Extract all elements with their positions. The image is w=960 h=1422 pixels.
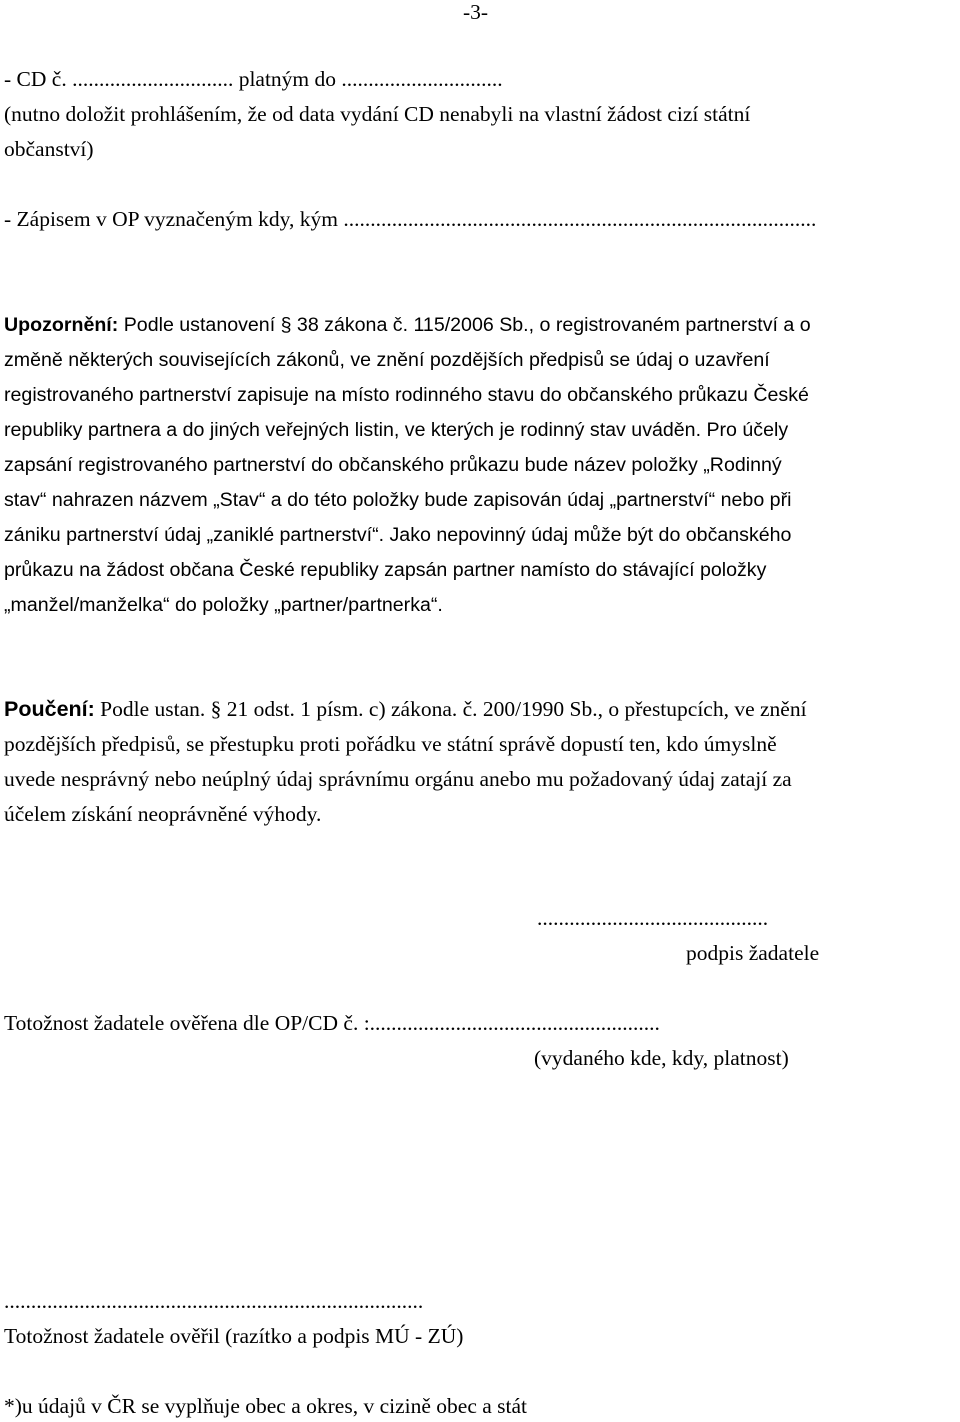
cd-note-line-1: (nutno doložit prohlášením, že od data vydání CD nenabyli na vlastní žádost cizí státní bbox=[4, 102, 751, 126]
signature-dots: ........................................... bbox=[537, 906, 769, 930]
warning-line-7: zániku partnerství údaj „zaniklé partnerství“. Jako nepovinný údaj může být do občanského bbox=[4, 524, 792, 546]
signature-label: podpis žadatele bbox=[686, 941, 820, 965]
warning-line-6: stav“ nahrazen názvem „Stav“ a do této položky bude zapisován údaj „partnerství“ nebo při bbox=[4, 489, 792, 511]
instruction-label: Poučení: bbox=[4, 697, 95, 721]
identity-line: Totožnost žadatele ověřena dle OP/CD č. :...................................................... bbox=[4, 1011, 660, 1035]
warning-text-1: Podle ustanovení § 38 zákona č. 115/2006 Sb., o registrovaném partnerství a o bbox=[118, 314, 811, 336]
warning-line-5: zapsání registrovaného partnerství do občanského průkazu bude název položky „Rodinný bbox=[4, 454, 782, 476]
warning-line-4: republiky partnera a do jiných veřejných listin, ve kterých je rodinný stav uváděn. Pro účely bbox=[4, 419, 789, 441]
warning-line-1 bbox=[4, 316, 956, 336]
instruction-text-1: Podle ustan. § 21 odst. 1 písm. c) zákona. č. 200/1990 Sb., o přestupcích, ve znění bbox=[94, 697, 807, 721]
verifier-dots: .............................................................................. bbox=[4, 1289, 424, 1313]
instruction-line-3: uvede nesprávný nebo neúplný údaj správnímu orgánu anebo mu požadovaný údaj zatají za bbox=[4, 767, 792, 791]
warning-line-8: průkazu na žádost občana České republiky zapsán partner namísto do stávající položky bbox=[4, 559, 767, 581]
op-line: - Zápisem v OP vyznačeným kdy, kým ........................................................................................ bbox=[4, 207, 817, 231]
cd-note-line-2: občanství) bbox=[4, 137, 94, 161]
footnote: *)u údajů v ČR se vyplňuje obec a okres, v cizině obec a stát bbox=[4, 1394, 528, 1418]
warning-line-9: „manžel/manželka“ do položky „partner/partnerka“. bbox=[4, 594, 443, 616]
warning-label: Upozornění: bbox=[4, 314, 119, 336]
warning-line-2: změně některých souvisejících zákonů, ve znění pozdějších předpisů se údaj o uzavření bbox=[4, 349, 770, 371]
instruction-line-2: pozdějších předpisů, se přestupku proti pořádku ve státní správě dopustí ten, kdo úmyslně bbox=[4, 732, 777, 756]
cd-line: - CD č. .............................. platným do .............................. bbox=[4, 67, 503, 91]
instruction-line-1 bbox=[4, 699, 807, 721]
verifier-label: Totožnost žadatele ověřil (razítko a podpis MÚ - ZÚ) bbox=[4, 1324, 464, 1348]
instruction-line-4: účelem získání neoprávněné výhody. bbox=[4, 802, 322, 826]
warning-line-3: registrovaného partnerství zapisuje na místo rodinného stavu do občanského průkazu České bbox=[4, 384, 809, 406]
page-number: -3- bbox=[463, 0, 489, 24]
identity-note: (vydaného kde, kdy, platnost) bbox=[534, 1046, 789, 1070]
